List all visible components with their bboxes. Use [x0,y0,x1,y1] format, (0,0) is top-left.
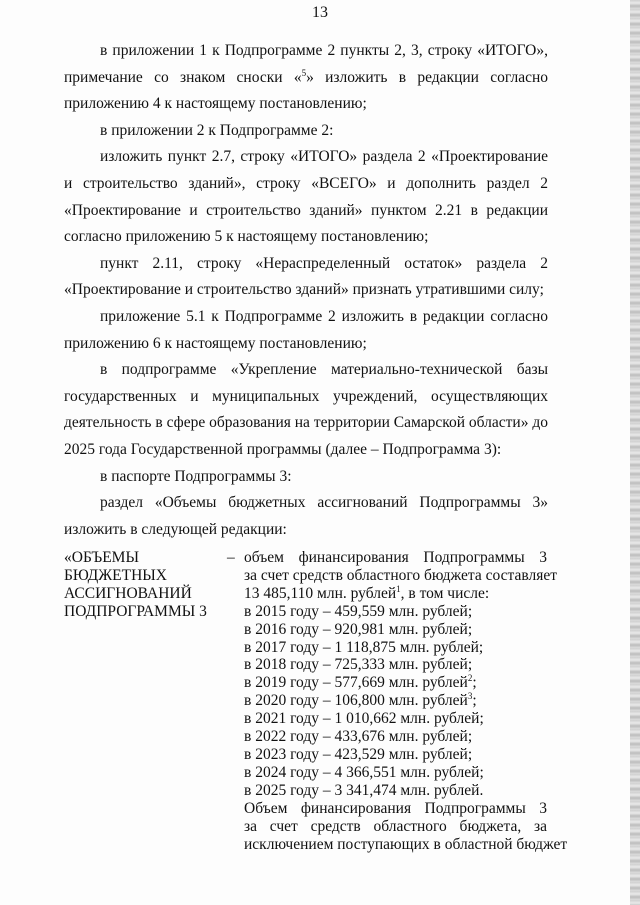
intro-line: за счет средств областного бюджета составляет [244,566,558,584]
body-text [64,38,548,543]
year-line [244,728,547,746]
outro-line: исключением поступающих в областной бюджет [244,835,568,853]
heading-line: ПОДПРОГРАММЫ 3 [64,602,207,620]
intro-tail: , в том числе: [400,584,490,602]
year-line [244,639,547,657]
heading-line: АССИГНОВАНИЙ [64,584,192,602]
year-line [244,621,547,639]
footnote-mark: 1 [396,583,401,594]
year-text: в 2016 году – 920,981 млн. рублей; [244,620,473,638]
year-text: в 2018 году – 725,333 млн. рублей; [244,656,473,674]
year-list [244,603,547,800]
paragraph-text-tail: » изложить в редакции согласно приложению 4 к настоящему постановлению; [64,68,548,113]
outro-line: за счет средств областного бюджета, за [244,817,547,835]
budget-body [244,549,568,853]
year-text: в 2021 году – 1 010,662 млн. рублей; [244,710,484,728]
year-text: в 2015 году – 459,559 млн. рублей; [244,602,473,620]
paragraph-text: в приложении 1 к Подпрограмме 2 пункты 2, 3, строку «ИТОГО», примечание со знаком сноски « [64,42,548,86]
budget-heading [64,549,224,621]
year-line [244,674,547,692]
year-line [244,603,547,621]
paragraph-3: изложить пункт 2.7, строку «ИТОГО» раздела 2 «Проектирование и строительство зданий», строку «ВСЕГО» и дополнить раздел 2 «Проектирование и строительство зданий» пунктом 2.21 в редакции согласно приложению 5 к настоящему постановлению; [64,148,548,246]
paragraph-7: в паспорте Подпрограммы 3: [100,467,292,485]
year-text: в 2025 году – 3 341,474 млн. рублей. [244,781,484,799]
heading-line: «ОБЪЕМЫ [64,549,139,566]
year-text: в 2024 году – 4 366,551 млн. рублей; [244,763,484,781]
year-tail: ; [472,692,477,710]
footnote-mark: 2 [467,673,473,684]
year-text: в 2017 году – 1 118,875 млн. рублей; [244,638,484,656]
year-line [244,692,547,710]
footnote-mark: 5 [301,67,307,78]
page-number: 13 [312,4,328,21]
year-text: в 2019 году – 577,669 млн. рублей [244,674,468,692]
intro-line: объем финансирования Подпрограммы 3 [244,549,547,566]
paragraph-5: приложение 5.1 к Подпрограмме 2 изложить в редакции согласно приложению 6 к настоящему постановлению; [64,307,548,352]
paragraph-2: в приложении 2 к Подпрограмме 2: [100,121,334,139]
year-line [244,746,547,764]
year-text: в 2020 году – 106,800 млн. рублей [244,692,468,710]
paragraph-1 [64,38,548,118]
year-text: в 2023 году – 423,529 млн. рублей; [244,745,473,763]
scan-edge [630,0,640,905]
year-text: в 2022 году – 433,676 млн. рублей; [244,728,473,746]
paragraph-6: в подпрограмме «Укрепление материально-технической базы государственных и муниципальных учреждений, осуществляющих деятельность в сфере образования на территории Самарской области» до 2025 года Государственной программы (далее – Подпрограмма 3): [64,361,548,458]
year-line [244,710,547,728]
paragraph-4: пункт 2.11, строку «Нераспределенный остаток» раздела 2 «Проектирование и строительство зданий» признать утратившими силу; [64,254,548,299]
year-line [244,656,547,674]
year-line [244,782,547,800]
outro-line: Объем финансирования Подпрограммы 3 [244,799,547,817]
intro-amount: 13 485,110 млн. рублей [244,584,397,602]
year-line [244,764,547,782]
footnote-mark: 3 [467,691,473,702]
year-tail: ; [472,674,477,692]
heading-line: БЮДЖЕТНЫХ [64,566,167,584]
intro-line [244,585,547,603]
budget-dash: – [227,549,235,566]
paragraph-8: раздел «Объемы бюджетных ассигнований Подпрограммы 3» изложить в следующей редакции: [64,494,548,538]
